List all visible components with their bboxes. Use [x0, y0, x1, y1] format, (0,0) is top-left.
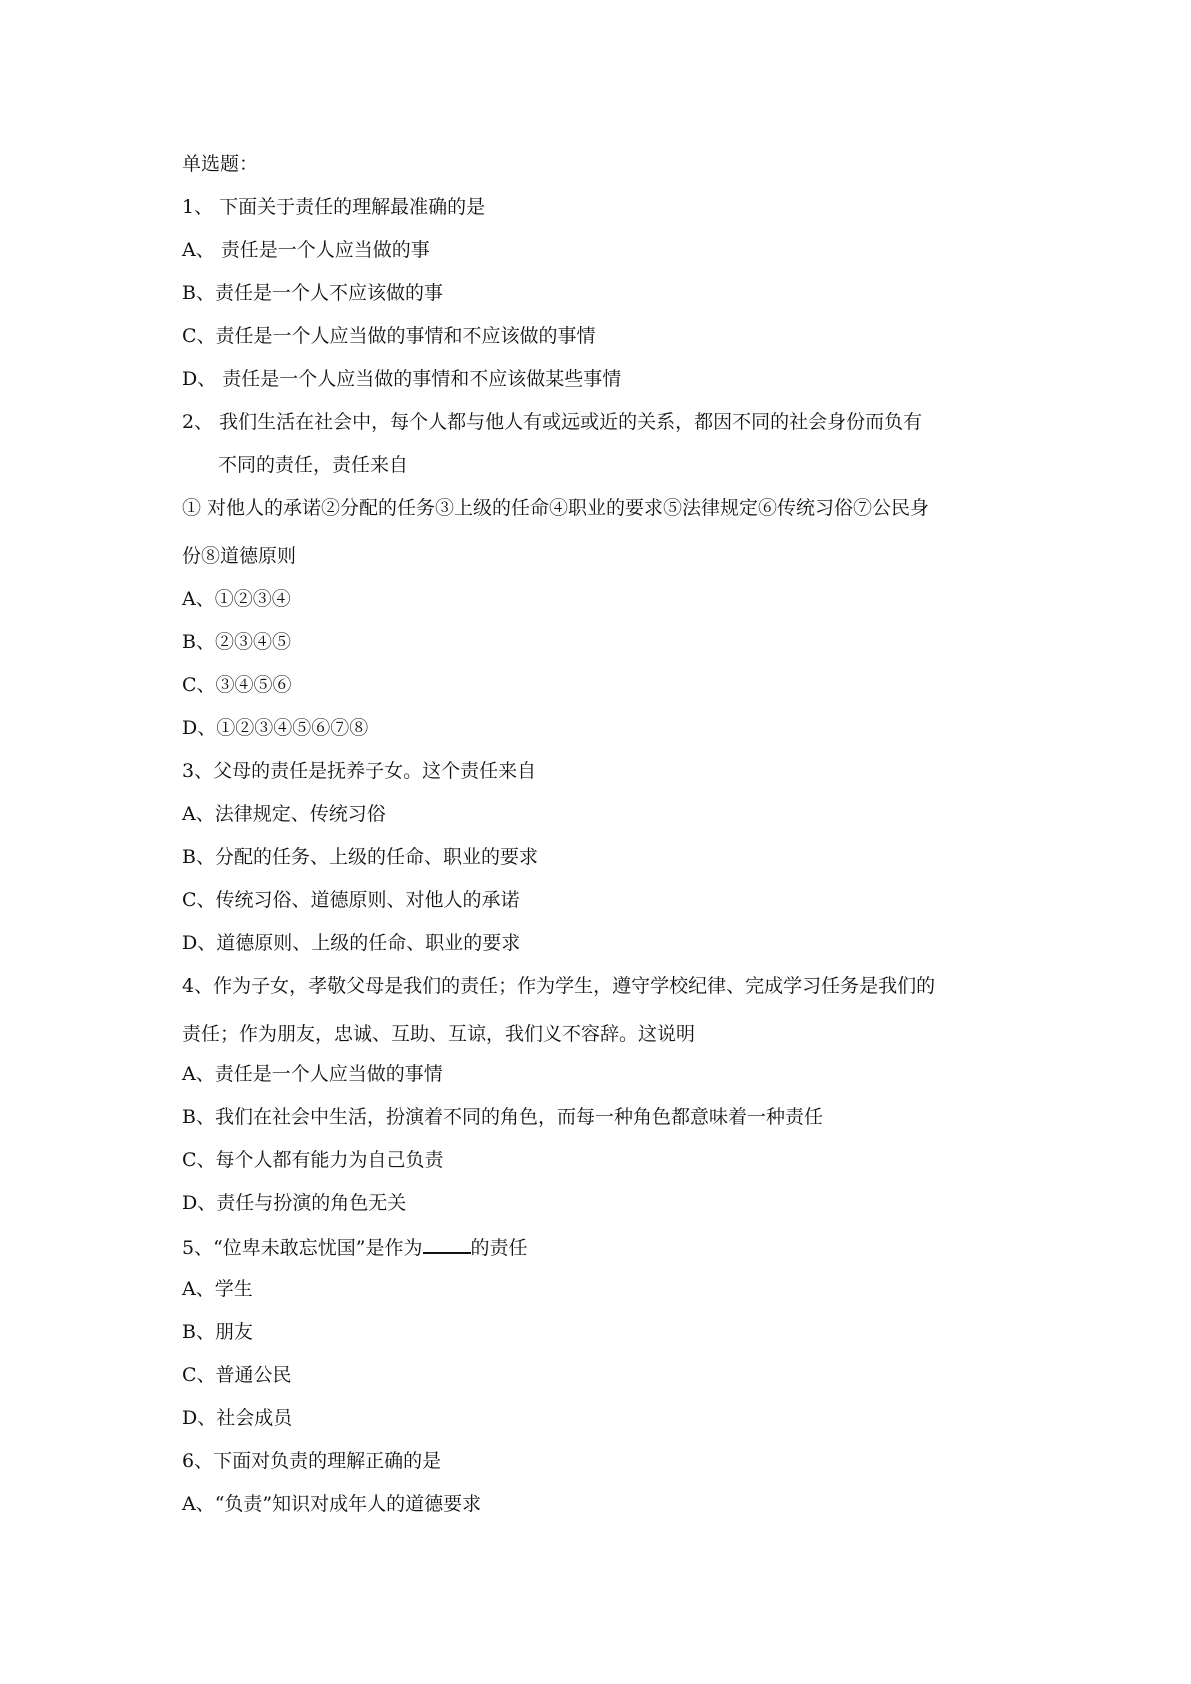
- question-5-option-d: D、社会成员: [182, 1407, 293, 1429]
- question-1-stem: 1、 下面关于责任的理解最准确的是: [182, 196, 486, 218]
- question-2-option-d: D、①②③④⑤⑥⑦⑧: [182, 717, 369, 739]
- question-3-option-d: D、道德原则、上级的任命、职业的要求: [182, 932, 521, 954]
- document-page: [182, 152, 1032, 1535]
- section-title: 单选题：: [182, 153, 259, 175]
- question-3-stem: 3、父母的责任是抚养子女。这个责任来自: [182, 760, 537, 782]
- question-3-option-b: B、分配的任务、上级的任命、职业的要求: [182, 846, 538, 868]
- question-1-option-d: D、 责任是一个人应当做的事情和不应该做某些事情: [182, 368, 622, 390]
- question-2-stem-line-4: 份⑧道德原则: [182, 545, 297, 567]
- question-2-stem-line-2: 不同的责任，责任来自: [218, 454, 409, 476]
- question-2-option-a: A、①②③④: [182, 588, 291, 610]
- question-2-option-b: B、②③④⑤: [182, 631, 291, 653]
- question-1-option-b: B、责任是一个人不应该做的事: [182, 282, 443, 304]
- question-4-stem-line-1: 4、作为子女，孝敬父母是我们的责任；作为学生，遵守学校纪律、完成学习任务是我们的: [182, 975, 936, 997]
- question-5-stem-before-blank: 5、“位卑未敢忘忧国”是作为: [182, 1237, 423, 1259]
- question-2-stem-line-3: ① 对他人的承诺②分配的任务③上级的任命④职业的要求⑤法律规定⑥传统习俗⑦公民身: [182, 497, 930, 519]
- question-4-stem-line-2: 责任；作为朋友，忠诚、互助、互谅，我们义不容辞。这说明: [182, 1023, 696, 1045]
- question-4-option-a: A、责任是一个人应当做的事情: [182, 1063, 443, 1085]
- answer-blank: [423, 1234, 471, 1254]
- question-1-option-c: C、责任是一个人应当做的事情和不应该做的事情: [182, 325, 596, 347]
- question-2-stem-line-1: 2、 我们生活在社会中，每个人都与他人有或远或近的关系，都因不同的社会身份而负有: [182, 411, 923, 433]
- question-5-option-a: A、学生: [182, 1278, 253, 1300]
- question-5-option-b: B、朋友: [182, 1321, 253, 1343]
- question-4-option-b: B、我们在社会中生活，扮演着不同的角色，而每一种角色都意味着一种责任: [182, 1106, 823, 1128]
- question-5-stem: [182, 1234, 1032, 1258]
- question-6-stem: 6、下面对负责的理解正确的是: [182, 1450, 442, 1472]
- question-5-stem-after-blank: 的责任: [470, 1237, 528, 1259]
- question-4-option-c: C、每个人都有能力为自己负责: [182, 1149, 444, 1171]
- question-1-option-a: A、 责任是一个人应当做的事: [182, 239, 430, 261]
- question-3-option-a: A、法律规定、传统习俗: [182, 803, 386, 825]
- question-4-option-d: D、责任与扮演的角色无关: [182, 1192, 407, 1214]
- question-3-option-c: C、传统习俗、道德原则、对他人的承诺: [182, 889, 520, 911]
- question-6-option-a: A、“负责”知识对成年人的道德要求: [182, 1493, 482, 1515]
- question-2-option-c: C、③④⑤⑥: [182, 674, 292, 696]
- question-5-option-c: C、普通公民: [182, 1364, 292, 1386]
